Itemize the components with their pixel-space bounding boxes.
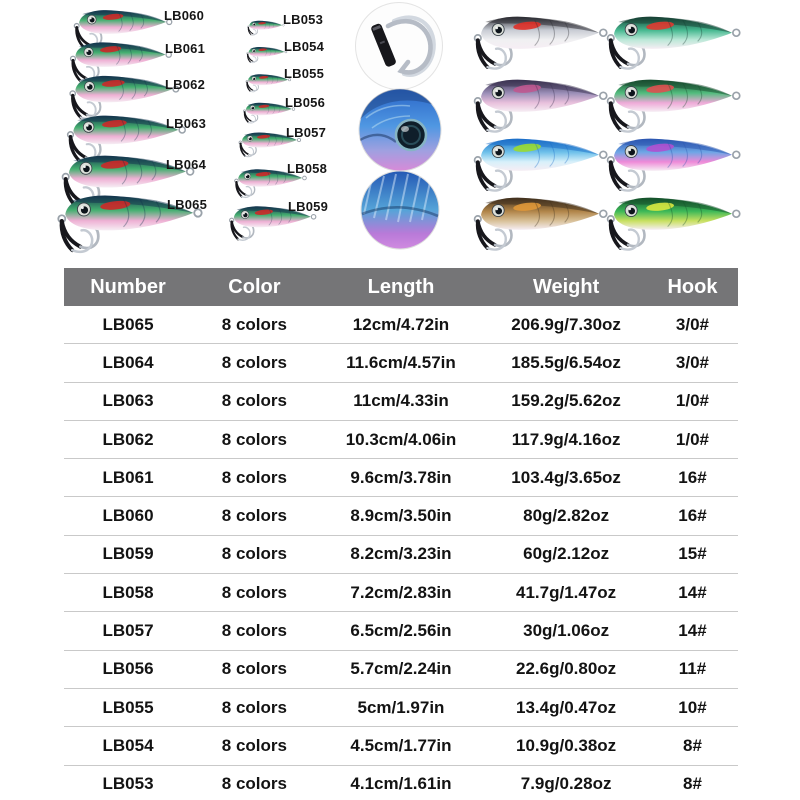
spec-table-header (64, 268, 738, 306)
tail-ring-icon (733, 93, 740, 100)
header-cell-color: Color (228, 275, 281, 298)
cell-hook: 14# (678, 621, 707, 641)
cell-hook: 11# (678, 659, 707, 679)
cell-color: 8 colors (221, 544, 287, 564)
cell-number: LB061 (102, 467, 154, 487)
cell-color: 8 colors (221, 621, 287, 641)
cell-hook: 8# (683, 774, 702, 794)
cell-weight: 13.4g/0.47oz (516, 697, 617, 717)
cell-color: 8 colors (221, 659, 287, 679)
lure-size-label: LB058 (287, 161, 328, 176)
tail-ring-icon (733, 211, 740, 218)
lure-color-variant-4 (466, 188, 616, 257)
cell-hook: 1/0# (675, 429, 710, 449)
cell-length: 7.2cm/2.83in (350, 582, 452, 602)
cell-color: 8 colors (221, 774, 287, 794)
cell-color: 8 colors (221, 314, 287, 334)
cell-length: 4.1cm/1.61in (350, 774, 452, 794)
cell-number: LB055 (102, 697, 154, 717)
table-row (64, 383, 738, 421)
cell-weight: 185.5g/6.54oz (511, 352, 621, 372)
cell-number: LB058 (102, 582, 154, 602)
cell-length: 10.3cm/4.06in (345, 429, 457, 449)
table-row (64, 306, 738, 344)
lure-head-photo (358, 88, 442, 172)
lure-size-label: LB063 (166, 116, 207, 131)
cell-weight: 7.9g/0.28oz (520, 774, 612, 794)
cell-number: LB054 (102, 735, 154, 755)
header-cell-weight: Weight (532, 275, 600, 298)
lure-size-label: LB059 (288, 199, 329, 214)
cell-weight: 80g/2.82oz (523, 506, 610, 526)
cell-color: 8 colors (221, 735, 287, 755)
table-row (64, 727, 738, 765)
lure-color-variant-5 (599, 7, 749, 76)
cell-length: 5.7cm/2.24in (350, 659, 452, 679)
cell-number: LB063 (102, 391, 154, 411)
cell-weight: 22.6g/0.80oz (516, 659, 617, 679)
cell-number: LB064 (102, 352, 154, 372)
cell-color: 8 colors (221, 506, 287, 526)
lure-size-label: LB065 (167, 197, 208, 212)
cell-number: LB060 (102, 506, 154, 526)
table-row (64, 497, 738, 535)
cell-color: 8 colors (221, 429, 287, 449)
lure-scales-photo (360, 170, 440, 250)
lure-size-label: LB053 (283, 12, 324, 27)
tail-ring-icon (311, 214, 315, 218)
assist-hook-photo (354, 1, 444, 91)
lure-size-label: LB055 (284, 66, 325, 81)
cell-number: LB056 (102, 659, 154, 679)
cell-hook: 3/0# (675, 314, 710, 334)
lure-size-label: LB054 (284, 39, 325, 54)
cell-color: 8 colors (221, 352, 287, 372)
cell-number: LB065 (102, 314, 154, 334)
cell-hook: 16# (678, 506, 707, 526)
cell-color: 8 colors (221, 697, 287, 717)
cell-weight: 10.9g/0.38oz (516, 735, 617, 755)
cell-hook: 10# (678, 697, 707, 717)
lure-size-label: LB064 (166, 157, 207, 172)
lure-lb053 (245, 18, 287, 37)
cell-weight: 41.7g/1.47oz (516, 582, 617, 602)
cell-color: 8 colors (221, 391, 287, 411)
cell-number: LB062 (102, 429, 154, 449)
cell-length: 11cm/4.33in (353, 391, 449, 411)
cell-color: 8 colors (221, 582, 287, 602)
cell-number: LB057 (102, 621, 154, 641)
table-row (64, 459, 738, 497)
cell-length: 9.6cm/3.78in (350, 467, 452, 487)
header-cell-length: Length (367, 275, 435, 298)
tail-ring-icon (302, 177, 306, 181)
cell-hook: 3/0# (675, 352, 710, 372)
cell-weight: 103.4g/3.65oz (511, 467, 621, 487)
cell-weight: 206.9g/7.30oz (511, 314, 621, 334)
cell-length: 5cm/1.97in (357, 697, 445, 717)
cell-weight: 60g/2.12oz (523, 544, 610, 564)
cell-hook: 14# (678, 582, 707, 602)
cell-length: 6.5cm/2.56in (350, 621, 452, 641)
cell-length: 8.2cm/3.23in (350, 544, 452, 564)
table-row (64, 536, 738, 574)
cell-length: 11.6cm/4.57in (346, 352, 456, 372)
lure-size-label: LB061 (165, 41, 206, 56)
cell-hook: 1/0# (675, 391, 710, 411)
cell-weight: 117.9g/4.16oz (511, 429, 621, 449)
tail-ring-icon (733, 152, 740, 159)
cell-weight: 30g/1.06oz (523, 621, 610, 641)
lure-color-variant-1 (466, 7, 616, 76)
lure-size-label: LB056 (285, 95, 326, 110)
table-row (64, 421, 738, 459)
table-row (64, 574, 738, 612)
table-row (64, 612, 738, 650)
cell-hook: 15# (678, 544, 707, 564)
lure-color-variant-8 (599, 188, 749, 257)
cell-color: 8 colors (221, 467, 287, 487)
cell-hook: 16# (678, 467, 707, 487)
header-cell-number: Number (90, 275, 166, 298)
tail-ring-icon (733, 30, 740, 37)
table-row (64, 344, 738, 382)
table-row (64, 651, 738, 689)
cell-number: LB059 (102, 544, 154, 564)
lure-size-label: LB057 (286, 125, 327, 140)
cell-weight: 159.2g/5.62oz (511, 391, 621, 411)
table-row (64, 689, 738, 727)
cell-hook: 8# (683, 735, 702, 755)
table-row (64, 766, 738, 800)
spec-table-body (64, 306, 738, 800)
cell-length: 8.9cm/3.50in (350, 506, 452, 526)
header-cell-hook: Hook (667, 275, 718, 298)
cell-length: 12cm/4.72in (352, 314, 450, 334)
cell-number: LB053 (102, 774, 154, 794)
lure-size-label: LB060 (164, 8, 205, 23)
cell-length: 4.5cm/1.77in (350, 735, 452, 755)
spec-table (64, 268, 738, 800)
lure-size-label: LB062 (165, 77, 206, 92)
